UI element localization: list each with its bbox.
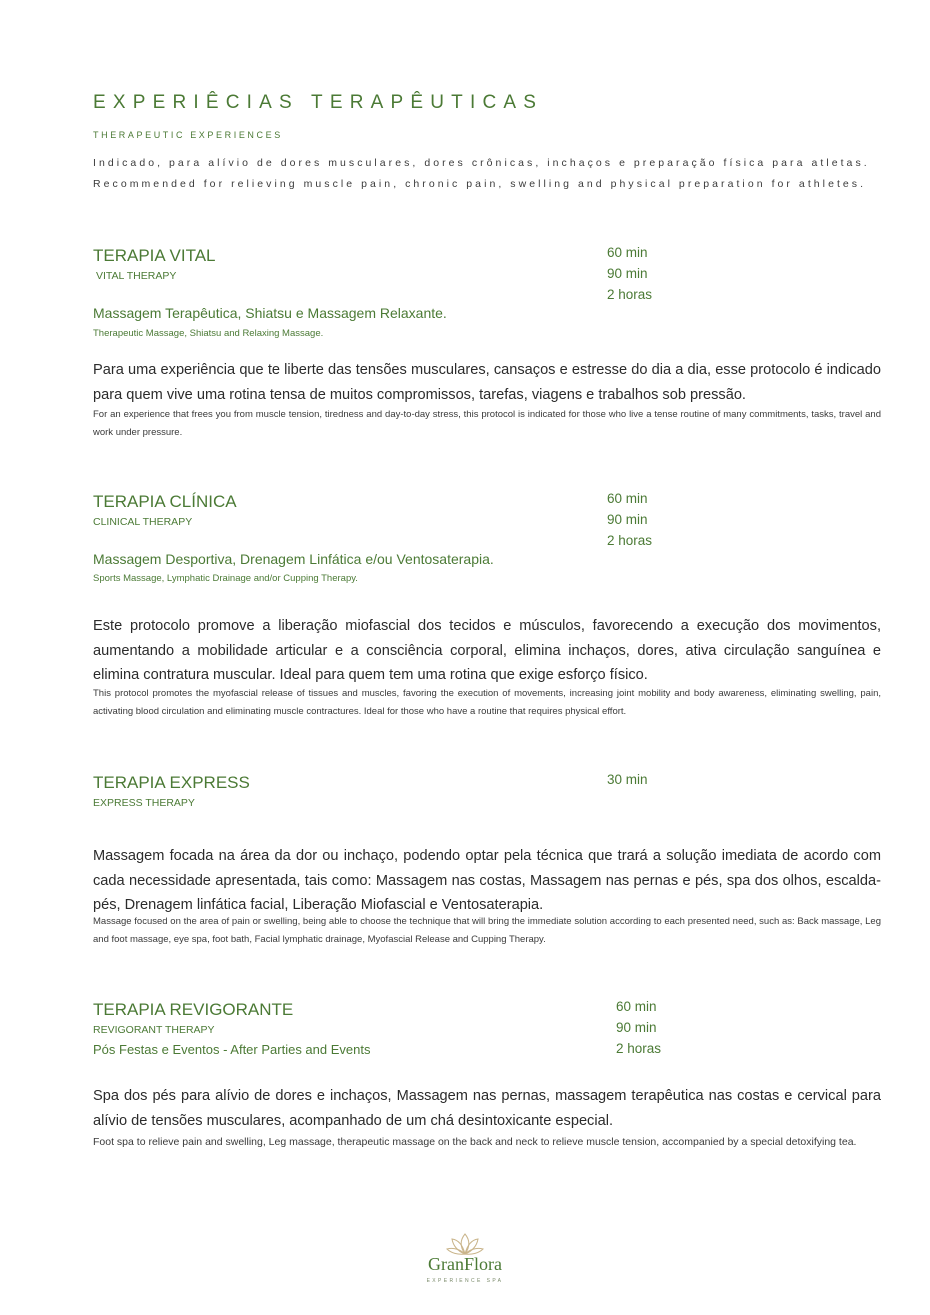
intro-en: Recommended for relieving muscle pain, chronic pain, swelling and physical preparation for athletes. xyxy=(93,178,867,190)
techniques-pt: Pós Festas e Eventos - After Parties and Events xyxy=(93,1042,371,1057)
description-pt: Massagem focada na área da dor ou inchaço, podendo optar pela técnica que trará a solução imediata de acordo com cada necessidade apresentada, tais como: Massagem nas costas, Massagem nas pernas e pés, spa dos olhos, escalda-pés, Drenagem linfática facial, Liberação Miofascial e Ventosaterapia. xyxy=(93,848,881,913)
duration-2h: 2 horas xyxy=(607,533,653,548)
section-terapia-express xyxy=(93,771,883,951)
techniques-pt: Massagem Desportiva, Drenagem Linfática e/ou Ventosaterapia. xyxy=(93,551,494,567)
page-title: EXPERIÊCIAS TERAPÊUTICAS xyxy=(93,92,544,113)
description-en: This protocol promotes the myofascial release of tissues and muscles, favoring the execution of movements, increasing joint mobility and body awareness, eliminating swelling, pain, activating blood circulation and eliminating muscle contractures. Ideal for those who have a routine that requires physical effort. xyxy=(93,688,881,717)
section-terapia-revigorante xyxy=(93,998,883,1178)
techniques-en: Sports Massage, Lymphatic Drainage and/or Cupping Therapy. xyxy=(93,573,358,584)
duration-2h: 2 horas xyxy=(607,287,653,302)
duration-30: 30 min xyxy=(607,772,648,787)
description-en: Foot spa to relieve pain and swelling, Leg massage, therapeutic massage on the back and neck to relieve muscle tension, accompanied by a special detoxifying tea. xyxy=(93,1136,857,1148)
section-title: TERAPIA EXPRESS xyxy=(93,773,250,792)
section-subtitle: EXPRESS THERAPY xyxy=(93,797,195,809)
techniques-pt: Massagem Terapêutica, Shiatsu e Massagem Relaxante. xyxy=(93,305,447,321)
duration-2h: 2 horas xyxy=(616,1041,662,1056)
section-subtitle: REVIGORANT THERAPY xyxy=(93,1024,215,1036)
intro-pt: Indicado, para alívio de dores musculares, dores crônicas, inchaços e preparação física para atletas. xyxy=(93,157,870,169)
section-title: TERAPIA CLÍNICA xyxy=(93,492,237,511)
description-en: For an experience that frees you from muscle tension, tiredness and day-to-day stress, this protocol is indicated for those who live a tense routine of many commitments, tasks, travel and work under pressure. xyxy=(93,409,881,438)
description-pt: Para uma experiência que te liberte das tensões musculares, cansaços e estresse do dia a dia, esse protocolo é indicado para quem vive uma rotina tensa de muitos compromissos, tarefas, viagens e trabalhos sob pressão. xyxy=(93,362,881,403)
section-subtitle: VITAL THERAPY xyxy=(96,270,177,282)
page-subtitle: THERAPEUTIC EXPERIENCES xyxy=(93,130,283,140)
description-pt: Este protocolo promove a liberação miofascial dos tecidos e músculos, favorecendo a execução dos movimentos, aumentando a mobilidade articular e a consciência corporal, elimina inchaços, dores, ativa circulação sanguínea e elimina contratura muscular. Ideal para quem tem uma rotina que exige esforço físico. xyxy=(93,618,881,683)
logo-wordmark: GranFlora xyxy=(428,1254,502,1274)
duration-90: 90 min xyxy=(607,512,648,527)
logo-tagline: EXPERIENCE SPA xyxy=(426,1278,504,1284)
duration-90: 90 min xyxy=(607,266,648,281)
section-title: TERAPIA VITAL xyxy=(93,246,216,265)
description-en: Massage focused on the area of pain or swelling, being able to choose the technique that will bring the immediate solution according to each presented need, such as: Back massage, Leg and foot massage, eye spa, foot bath, Facial lymphatic drainage, Myofascial Release and Cupping Therapy. xyxy=(93,916,881,945)
duration-60: 60 min xyxy=(616,999,657,1014)
granflora-logo xyxy=(380,1232,550,1292)
section-subtitle: CLINICAL THERAPY xyxy=(93,516,193,528)
section-terapia-vital xyxy=(93,244,883,444)
techniques-en: Therapeutic Massage, Shiatsu and Relaxing Massage. xyxy=(93,328,324,339)
section-title: TERAPIA REVIGORANTE xyxy=(93,1000,294,1019)
duration-90: 90 min xyxy=(616,1020,657,1035)
duration-60: 60 min xyxy=(607,245,648,260)
description-pt: Spa dos pés para alívio de dores e inchaços, Massagem nas pernas, massagem terapêutica nas costas e cervical para alívio de tensões musculares, acompanhado de um chá desintoxicante especial. xyxy=(93,1088,881,1129)
section-terapia-clinica xyxy=(93,490,883,720)
duration-60: 60 min xyxy=(607,491,648,506)
